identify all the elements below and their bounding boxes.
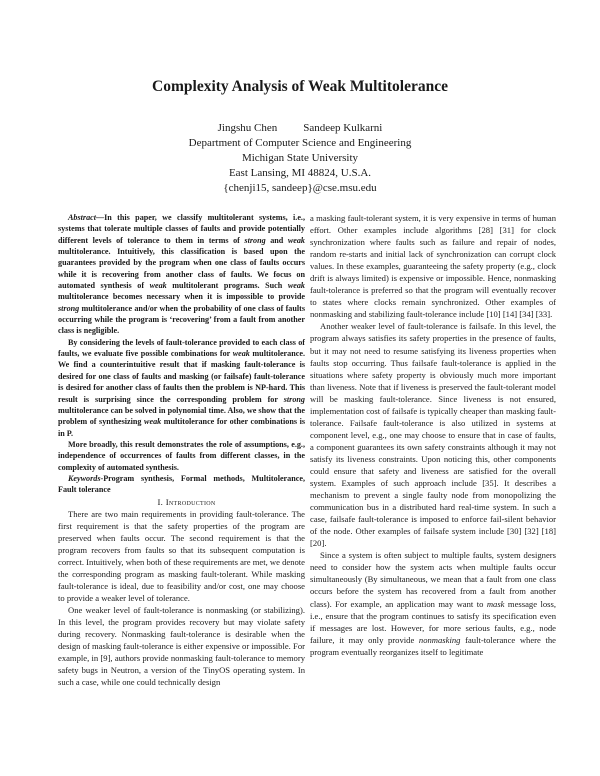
abstract bbox=[58, 212, 305, 496]
abstract-text: multitolerance for other combinations is in P. bbox=[58, 417, 305, 438]
body-paragraph: a masking fault-tolerant system, it is very expensive in terms of human effort. Other examples include algorithms [28] [31] for clock synchronization where faults such as failure and repair of nodes, random re-starts and initial lack of synchronization can corrupt clock values. In these examples, guaranteeing the safety property (e.g., clock drift is always limited) is expensive or impossible. Hence, nonmasking fault-tolerance is preferred so that the program will eventually recover to states where clocks remain synchronized. Other examples of nonmasking and stabilizing fault-tolerance include [10] [14] [34] [33]. bbox=[310, 213, 556, 320]
left-column bbox=[58, 212, 305, 688]
body-paragraph: One weaker level of fault-tolerance is nonmasking (or stabilizing). In this level, the program provides recovery but may violate safety during recovery. Nonmasking fault-tolerance is desirable when the design of masking fault-tolerance is either expensive or impossible. For example, in [9], authors provide nonmasking fault-tolerance to memory safety bugs in Neutron, a version of the TinyOS operating system. In such a case, while one could technically design bbox=[58, 605, 305, 688]
emphasis: strong bbox=[283, 394, 305, 404]
keywords-label: Keywords bbox=[68, 473, 101, 483]
abstract-paragraph bbox=[58, 337, 305, 439]
abstract-text: multitolerance. We find a counterintuitive result that if masking fault-tolerance is desired for one class of faults and masking (or failsafe) fault-tolerance is desired for another class of faults then the problem is NP-hard. This result is surprising since the corresponding problem for bbox=[58, 349, 305, 404]
abstract-text: and bbox=[265, 235, 288, 245]
abstract-paragraph bbox=[58, 212, 305, 337]
author-name: Jingshu Chen bbox=[217, 122, 278, 134]
author-affiliation: Department of Computer Science and Engineering bbox=[188, 137, 412, 149]
author-address: East Lansing, MI 48824, U.S.A. bbox=[228, 167, 372, 179]
abstract-paragraph: More broadly, this result demonstrates the role of assumptions, e.g., independence of occurrences of faults from different classes, in the complexity of automated synthesis. bbox=[58, 439, 305, 472]
emphasis: weak bbox=[232, 349, 250, 359]
emphasis: weak bbox=[287, 281, 305, 291]
emphasis: strong bbox=[58, 303, 80, 313]
emphasis: weak bbox=[149, 281, 167, 291]
section-title: Introduction bbox=[165, 496, 216, 507]
keywords bbox=[58, 473, 305, 496]
body-text: Since a system is often subject to multiple faults, system designers need to consider how the system acts when multiple faults occur simultaneously (By simultaneous, we mean that a fault from one class occurs before the system has recovered from a fault from another class). For example, an application may want to bbox=[310, 550, 556, 609]
emphasis: mask bbox=[486, 598, 505, 609]
body-text: fault-tolerance where the program eventually reorganizes itself to legitimate bbox=[310, 634, 556, 657]
emphasis: strong bbox=[244, 235, 266, 245]
emphasis: weak bbox=[144, 417, 162, 427]
paper-title: Complexity Analysis of Weak Multitolerance bbox=[152, 78, 448, 95]
abstract-label: Abstract bbox=[68, 213, 96, 222]
body-paragraph: Another weaker level of fault-tolerance is failsafe. In this level, the program always satisfies its safety properties in the presence of faults, but it may not need to resume satisfying its liveness properties when faults stop occurring. Thus failsafe fault-tolerance is applied in the situations where safety property is obviously much more important than liveness. Note that if liveness is preserved the fault-tolerant model will be masking fault-tolerance. Since liveness is not ensured, implementation cost of failsafe is typically cheaper than masking fault-tolerance. Failsafe fault-tolerance is also utilized in systems at component level, e.g., one may choose to ensure that in case of faults, a component guarantees its own safety constraints although it may not satisfy its liveness constraints. Upon noticing this, other components could ensure that safety and liveness are satisfied for the overall system. Examples of such approach include [35]. It describes a mechanism to prevent a single faulty node from monopolizing the communication bus in a distributed hard real-time system. In such a case, failsafe fault-tolerance is imposed to enforce fail-silent behavior of the node. Other examples of failsafe system include [30] [32] [18] [20]. bbox=[310, 321, 556, 549]
emphasis: nonmasking bbox=[418, 634, 461, 645]
abstract-text: By considering the levels of fault-tolerance provided to each class of faults, we evaluate five possible combinations for bbox=[58, 337, 305, 359]
author-block bbox=[0, 121, 600, 196]
right-column bbox=[310, 212, 556, 658]
author-email: {chenji15, sandeep}@cse.msu.edu bbox=[223, 182, 377, 194]
abstract-text: multitolerant programs. Such bbox=[166, 281, 288, 291]
author-affiliation: Michigan State University bbox=[241, 152, 359, 164]
body-paragraph: There are two main requirements in providing fault-tolerance. The first requirement is that the safety properties of the program are preserved when faults occur. The second requirement is that the program recovers from faults so that its subsequent computation is correct. Intuitively, when both of these requirements are met, we denote the corresponding program as masking fault-tolerant. While masking fault-tolerance is ideal, due to feasibility and/or cost, one may choose to provide a weaker level of tolerance. bbox=[58, 508, 305, 603]
body-text: message loss, i.e., ensure that the program continues to satisfy its specification even if messages are lost. However, for more serious faults, e.g., node failure, it may only provide bbox=[310, 598, 556, 645]
abstract-text: multitolerance. Intuitively, this classification is based upon the guarantees provided by the program when one class of faults occurs while it is recovering from another class of faults. We focus on automated synthesis of bbox=[58, 247, 305, 291]
author-names bbox=[0, 121, 600, 136]
section-heading bbox=[58, 496, 305, 508]
abstract-text: multitolerance and/or when the probability of one class of faults occurring while the program is ‘recovering’ from a fault from another class is negligible. bbox=[58, 303, 305, 336]
keywords-text: -Program synthesis, Formal methods, Multitolerance, Fault tolerance bbox=[58, 473, 305, 495]
abstract-text: multitolerance becomes necessary when it is impossible to provide bbox=[58, 292, 305, 302]
emphasis: weak bbox=[287, 235, 305, 245]
author-name: Sandeep Kulkarni bbox=[303, 122, 383, 134]
abstract-text: multitolerance can be solved in polynomial time. Also, we show that the problem of synthesizing bbox=[58, 405, 305, 427]
section-number: I. bbox=[157, 496, 164, 507]
body-paragraph bbox=[310, 549, 556, 657]
abstract-text: —In this paper, we classify multitolerant systems, i.e., systems that tolerate multiple classes of faults and provide potentially different levels of tolerance to them in terms of bbox=[58, 213, 305, 245]
